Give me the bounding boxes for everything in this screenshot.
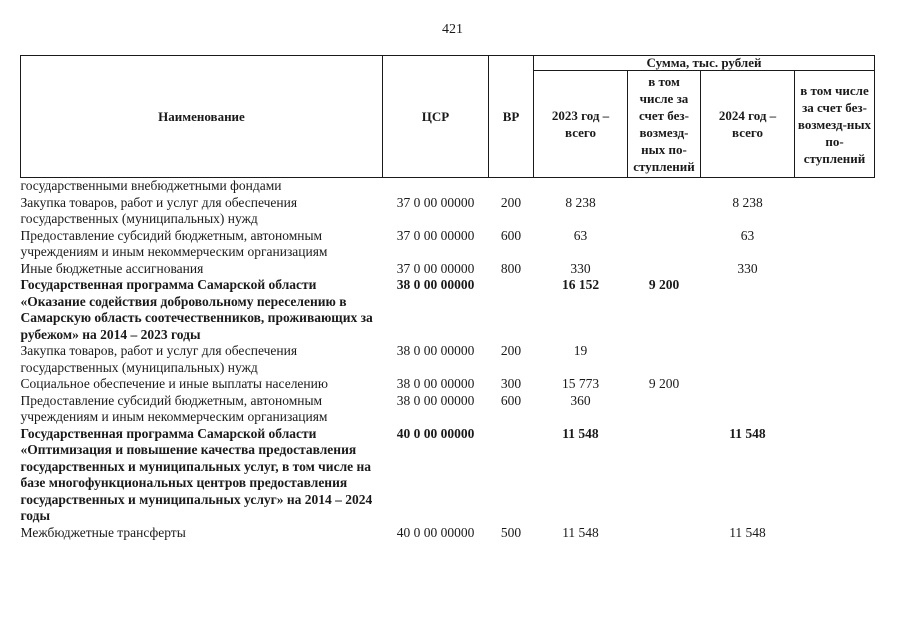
- row-csr: 37 0 00 00000: [396, 227, 475, 243]
- row-2024-total: 8 238: [732, 194, 763, 210]
- row-vr: 800: [500, 260, 522, 276]
- table-row: [21, 195, 875, 228]
- row-vr: 600: [500, 227, 522, 243]
- row-2023-total: 63: [573, 227, 588, 243]
- table-row: [21, 393, 875, 426]
- row-vr: 300: [500, 376, 522, 391]
- row-csr: 37 0 00 00000: [396, 194, 475, 210]
- row-name: Государственная программа Самарской области «Оказание содействия добровольному переселению в Самарскую область соотечественников, проживающих за рубежом» на 2014 – 2023 годы: [20, 277, 373, 342]
- row-name: государственными внебюджетными фондами: [20, 178, 282, 193]
- header-vr: ВР: [489, 56, 534, 178]
- row-2023-free: [628, 195, 701, 228]
- row-name: Предоставление субсидий бюджетным, автономным учреждениям и иным некоммерческим организациям: [20, 392, 328, 424]
- row-vr: 200: [500, 343, 522, 358]
- row-2024-total: 63: [740, 227, 755, 243]
- row-2023-total: [534, 178, 628, 195]
- page-number: 421: [442, 22, 463, 37]
- row-name: Социальное обеспечение и иные выплаты населению: [20, 376, 328, 391]
- table-row: [21, 525, 875, 542]
- header-2023-total: 2023 год – всего: [534, 71, 628, 178]
- row-name: Предоставление субсидий бюджетным, автономным учреждениям и иным некоммерческим организациям: [20, 227, 328, 259]
- row-csr: 38 0 00 00000: [396, 277, 475, 292]
- row-2024-free: [795, 343, 875, 376]
- row-2024-free: [795, 393, 875, 426]
- table-row: [21, 426, 875, 525]
- row-csr: 38 0 00 00000: [396, 343, 475, 358]
- row-name: Государственная программа Самарской области «Оптимизация и повышение качества предоставления государственных и муниципальных услуг, в том числе на базе многофункциональных центров предоставления государственных и муниципальных услуг» на 2014 – 2024 годы: [20, 425, 373, 523]
- row-vr: [489, 426, 534, 525]
- row-2023-total: 16 152: [561, 277, 600, 292]
- row-2023-free: [628, 525, 701, 542]
- row-name: Межбюджетные трансферты: [20, 524, 186, 540]
- row-2023-total: 11 548: [562, 524, 599, 540]
- table-row: [21, 178, 875, 195]
- row-2024-total: [701, 343, 795, 376]
- row-2024-free: [795, 178, 875, 195]
- header-name: Наименование: [21, 56, 383, 178]
- row-2024-free: [795, 228, 875, 261]
- row-vr: 500: [500, 524, 522, 540]
- row-csr: 38 0 00 00000: [396, 392, 475, 408]
- table-row: [21, 343, 875, 376]
- table-row: [21, 376, 875, 393]
- row-2023-total: 8 238: [565, 194, 596, 210]
- row-2023-free: [628, 343, 701, 376]
- row-2023-free: [628, 393, 701, 426]
- row-csr: 37 0 00 00000: [396, 260, 475, 276]
- row-2024-free: [795, 195, 875, 228]
- row-vr: [489, 277, 534, 343]
- row-2023-free: 9 200: [648, 376, 680, 391]
- row-2023-total: 360: [570, 392, 591, 408]
- row-2023-free: [628, 261, 701, 278]
- row-2024-free: [795, 277, 875, 343]
- row-2023-free: [628, 228, 701, 261]
- row-2024-total: [701, 393, 795, 426]
- header-2024-free: в том числе за счет без-возмезд-ных по-ступлений: [795, 71, 875, 178]
- row-2024-total: 11 548: [729, 425, 766, 441]
- row-2024-free: [795, 525, 875, 542]
- row-2023-total: 19: [573, 343, 588, 358]
- header-2023-free: в том числе за счет без-возмезд-ных по-ступлений: [628, 71, 701, 178]
- row-csr: 38 0 00 00000: [396, 376, 475, 391]
- row-vr: 600: [500, 392, 522, 408]
- row-2024-free: [795, 426, 875, 525]
- budget-table: [20, 55, 875, 541]
- row-name: Закупка товаров, работ и услуг для обеспечения государственных (муниципальных) нужд: [20, 194, 298, 226]
- row-2023-free: 9 200: [648, 277, 680, 292]
- row-2023-free: [628, 426, 701, 525]
- header-2024-total: 2024 год – всего: [701, 71, 795, 178]
- row-2024-total: [701, 277, 795, 343]
- table-row: [21, 228, 875, 261]
- row-2023-total: 330: [570, 260, 591, 276]
- row-2023-total: 11 548: [562, 425, 599, 441]
- row-2023-free: [628, 178, 701, 195]
- row-name: Иные бюджетные ассигнования: [20, 260, 204, 276]
- table-row: [21, 261, 875, 278]
- header-csr: ЦСР: [383, 56, 489, 178]
- row-csr: [383, 178, 489, 195]
- row-2024-free: [795, 261, 875, 278]
- row-vr: [489, 178, 534, 195]
- row-csr: 40 0 00 00000: [396, 524, 475, 540]
- row-2024-total: 11 548: [729, 524, 766, 540]
- row-2024-total: 330: [737, 260, 758, 276]
- row-name: Закупка товаров, работ и услуг для обеспечения государственных (муниципальных) нужд: [20, 343, 298, 375]
- row-vr: 200: [500, 194, 522, 210]
- row-2023-total: 15 773: [561, 376, 600, 391]
- table-body: [21, 178, 875, 542]
- header-sum-group: Сумма, тыс. рублей: [534, 56, 875, 71]
- table-row: [21, 277, 875, 343]
- row-csr: 40 0 00 00000: [396, 425, 475, 441]
- row-2024-total: [701, 178, 795, 195]
- row-2024-total: [701, 376, 795, 393]
- row-2024-free: [795, 376, 875, 393]
